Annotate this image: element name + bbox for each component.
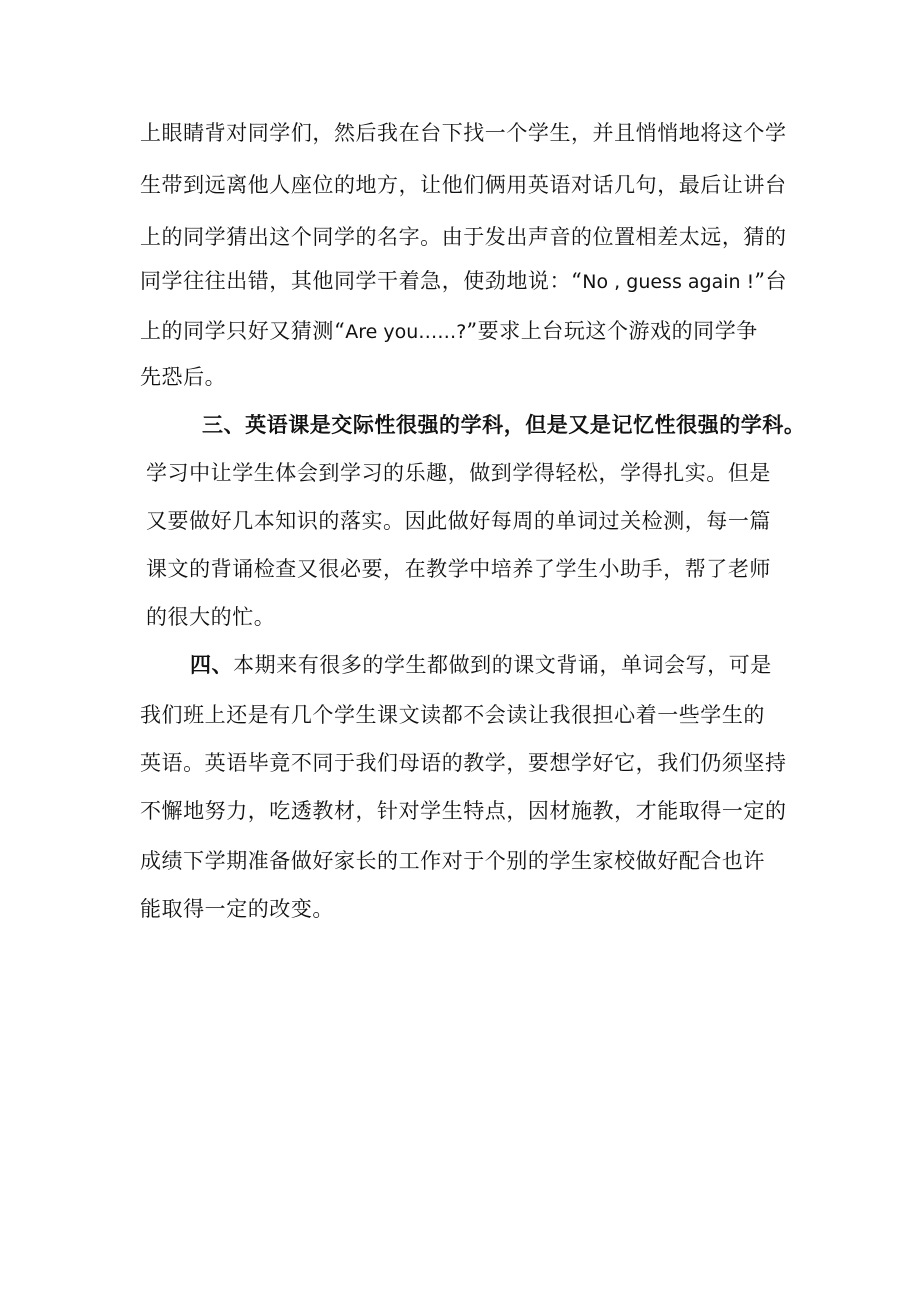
paragraph-1-line-5-english: Are you……?: [345, 321, 467, 343]
paragraph-1-line-1: 上眼睛背对同学们，然后我在台下找一个学生，并且悄悄地将这个学: [140, 121, 787, 145]
paragraph-3-line-3: 英语。英语毕竟不同于我们母语的教学，要想学好它，我们仍须坚持: [140, 751, 787, 775]
paragraph-1-line-5-text-a: 上的同学只好又猜测“: [140, 319, 346, 343]
paragraph-1-line-2: 生带到远离他人座位的地方，让他们俩用英语对话几句，最后让讲台: [140, 173, 787, 197]
paragraph-3-line-2: 我们班上还是有几个学生课文读都不会读让我很担心着一些学生的: [140, 703, 765, 727]
paragraph-1-line-4: [140, 266, 787, 296]
paragraph-3-line-1: [190, 650, 772, 680]
paragraph-1-line-4-text-a: 同学往往出错，其他同学干着急，使劲地说：“: [140, 269, 583, 293]
paragraph-2-line-4: 的很大的忙。: [146, 605, 276, 629]
paragraph-1-line-4-text-c: ”台: [754, 269, 788, 293]
paragraph-3-line-4: 不懈地努力，吃透教材，针对学生特点，因材施教，才能取得一定的: [140, 799, 787, 823]
paragraph-2-line-1: 学习中让学生体会到学习的乐趣，做到学得轻松，学得扎实。但是: [146, 461, 771, 485]
section-4-number: 四、: [190, 652, 234, 677]
section-3-heading: 三、英语课是交际性很强的学科，但是又是记忆性很强的学科。: [202, 412, 806, 437]
paragraph-3-line-5: 成绩下学期准备做好家长的工作对于个别的学生家校做好配合也许: [140, 849, 765, 873]
paragraph-2-line-2: 又要做好几本知识的落实。因此做好每周的单词过关检测，每一篇: [146, 509, 771, 533]
paragraph-1-line-5: [140, 316, 758, 346]
paragraph-1-line-6: 先恐后。: [140, 365, 227, 389]
paragraph-1-line-3: 上的同学猜出这个同学的名字。由于发出声音的位置相差太远，猜的: [140, 225, 787, 249]
paragraph-3-line-1-text: 本期来有很多的学生都做到的课文背诵，单词会写，可是: [233, 653, 772, 677]
paragraph-3-line-6: 能取得一定的改变。: [140, 897, 334, 921]
paragraph-1-line-4-english: No , guess again !: [582, 271, 755, 293]
paragraph-1-line-5-text-c: ”要求上台玩这个游戏的同学争: [466, 319, 758, 343]
paragraph-2-line-3: 课文的背诵检查又很必要，在教学中培养了学生小助手，帮了老师: [146, 557, 771, 581]
